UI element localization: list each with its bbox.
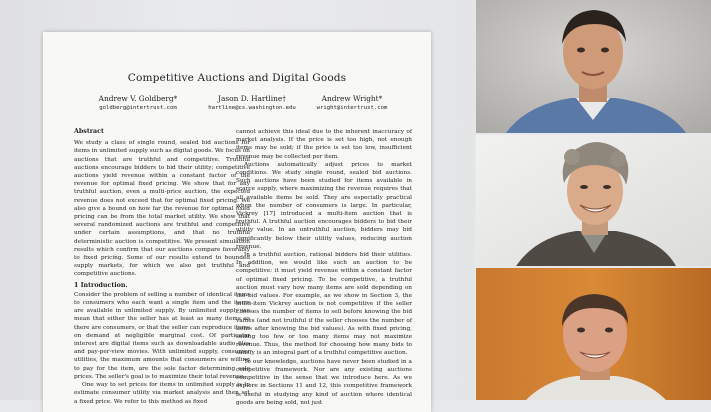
intro-paragraph: One way to set prices for items in unlimited supply is to estimate consumer utility via market analysis and then set a fixed price. We refer to this method as fixed (74, 382, 250, 405)
author-block (83, 94, 193, 111)
author-email: goldberg@intertrust.com (99, 105, 177, 111)
author-photo-wright (476, 268, 711, 400)
author-block (197, 94, 307, 111)
author-photo-goldberg (476, 0, 711, 133)
paper-page (43, 32, 431, 412)
body-paragraph: cannot achieve this ideal due to the inherent inaccuracy of market analysis. If the price is set too high, not enough items may be sold; if the price is set too low, insufficient revenue may be collected per item. (236, 129, 412, 160)
paper-title: Competitive Auctions and Digital Goods (127, 72, 347, 84)
author-name: Jason D. Hartline† (218, 94, 286, 103)
intro-paragraph: Consider the problem of selling a number of identical items to consumers who each want a single item and the items are available in unlimited supply. By unlimited supply we mean that either the seller has at least as many items as there are consumers, or that the seller can reproduce items on demand at negligible marginal cost. Of particular interest are digital items such as downloadable audio files and pay-per-view movies. With unlimited supply, consumer utilities, the maximum amounts that consumers are willing to pay for the item, are the sole factor determining sale prices. The seller's goal is to maximize their total revenue. (74, 291, 250, 380)
body-paragraph: In a truthful auction, rational bidders bid their utilities. In addition, we would like such an auction to be competitive: it must yield revenue within a constant factor of optimal fixed pricing. To be competitive, a truthful auction must vary how many items are sold depending on the bid values. For example, as we show in Section 3, the multi-item Vickrey auction is not competitive if the seller chooses the number of items to sell before knowing the bid values (and not truthful if the seller chooses the number of items after knowing the bid values). As with fixed pricing, selling too few or too many items may not maximize revenue. Thus, the method for choosing how many bids to satisfy is an integral part of a truthful competitive auction. (236, 252, 412, 357)
right-column (236, 128, 412, 407)
abstract-heading: Abstract (74, 128, 104, 135)
author-email: hartline@cs.washington.edu (208, 105, 296, 111)
author-photo-hartline (476, 135, 711, 266)
left-column (74, 128, 250, 406)
body-paragraph: To our knowledge, auctions have never been studied in a competitive framework. Nor are any existing auctions competitive in the sense that we introduce here. As we explore in Sections 11 and 12, this competitive framework is useful in studying any kind of auction where identical goods are being sold, not just (236, 358, 412, 406)
author-name: Andrew V. Goldberg* (98, 94, 178, 103)
author-name: Andrew Wright* (321, 94, 383, 103)
abstract-text: We study a class of single round, sealed bid auctions for items in unlimited supply such as digital goods. We focus on auctions that are truthful and competitive. Truthful auctions encourage bidders to bid their utility; competitive auctions yield revenue within a constant factor of the revenue for optimal fixed pricing. We show that for any truthful auction, even a multi-price auction, the expected revenue does not exceed that for optimal fixed pricing. We also give a bound on how far the revenue for optimal fixed pricing can be from the total market utility. We show that several randomized auctions are truthful and competitive under certain assumptions, and that no truthful deterministic auction is competitive. We present simulation results which confirm that our auctions compare favorably to fixed pricing. Some of our results extend to bounded supply markets, for which we also get truthful and competitive auctions. (74, 140, 250, 278)
section-heading: 1 Introduction. (74, 281, 128, 289)
author-email: wright@intertrust.com (316, 105, 388, 111)
author-block (297, 94, 407, 111)
body-paragraph: Auctions automatically adjust prices to market conditions. We study single round, sealed bid auctions. Such auctions have been studied for items available in scarce supply, where maximizing the revenue requires that all available items be sold. They are especially practical when the number of consumers is large. In particular, Vickrey [17] introduced a multi-item auction that is truthful. A truthful auction encourages bidders to bid their utility value. In an untruthful auction, bidders may bid significantly below their utility values, reducing auction revenue. (236, 161, 412, 250)
